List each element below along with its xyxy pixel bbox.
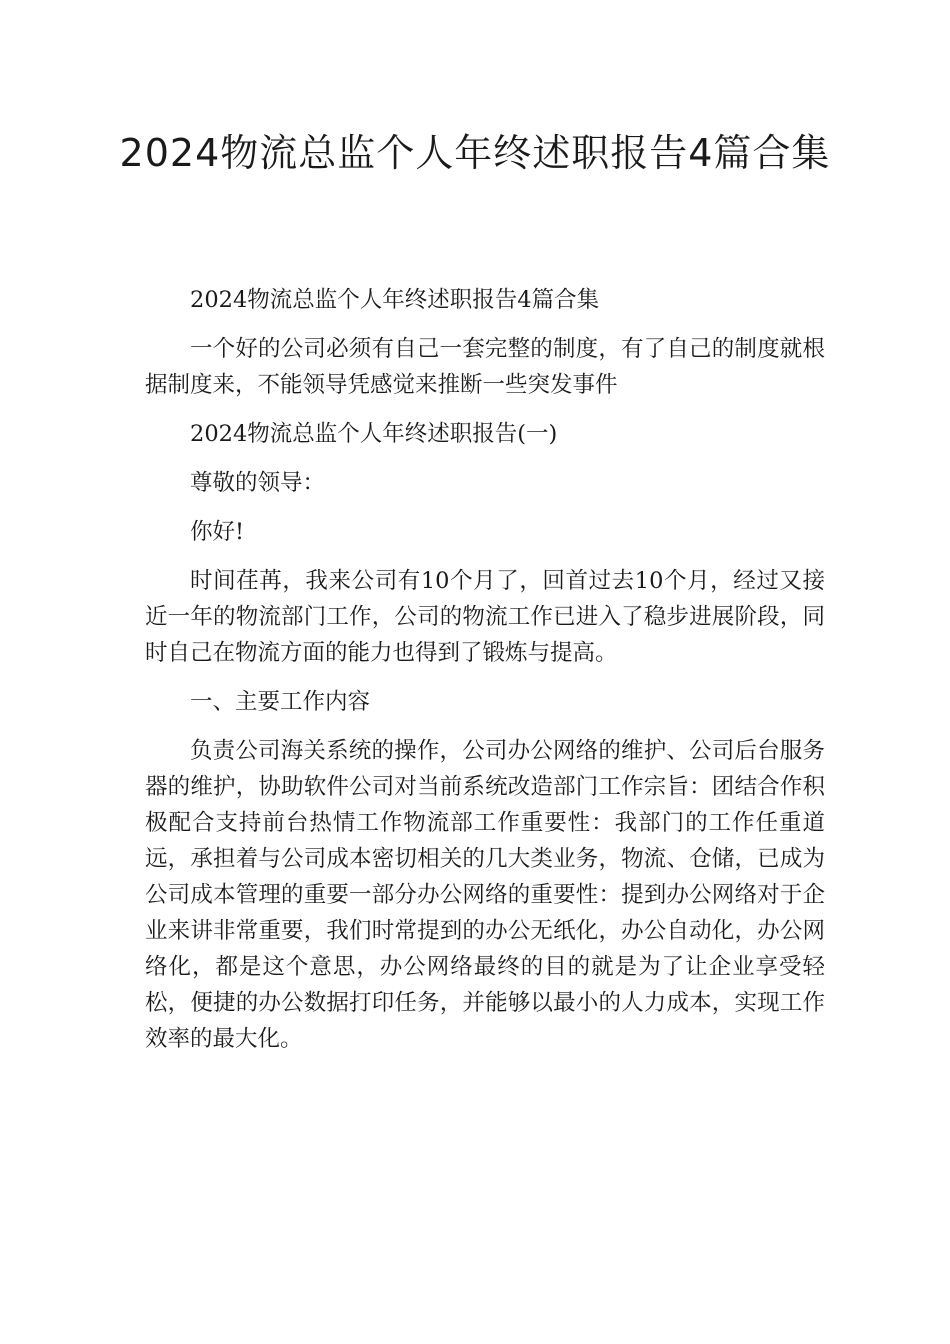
body-paragraph: 时间荏苒，我来公司有10个月了，回首过去10个月，经过又接近一年的物流部门工作，公司的物流工作已进入了稳步进展阶段，同时自己在物流方面的能力也得到了锻炼与提高。 (145, 568, 825, 666)
salutation: 尊敬的领导： (190, 470, 326, 496)
section-heading: 一、主要工作内容 (190, 689, 371, 715)
greeting: 你好! (190, 519, 245, 545)
document-body (145, 282, 825, 1070)
body-paragraph: 负责公司海关系统的操作，公司办公网络的维护、公司后台服务器的维护，协助软件公司对当前系统改造部门工作宗旨：团结合作积极配合支持前台热情工作物流部工作重要性：我部门的工作任重道远，承担着与公司成本密切相关的几大类业务，物流、仓储，已成为公司成本管理的重要一部分办公网络的重要性：提到办公网络对于企业来讲非常重要，我们时常提到的办公无纸化，办公自动化，办公网络化，都是这个意思，办公网络最终的目的就是为了让企业享受轻松，便捷的办公数据打印任务，并能够以最小的人力成本，实现工作效率的最大化。 (145, 738, 825, 1052)
body-paragraph: 一个好的公司必须有自己一套完整的制度，有了自己的制度就根据制度来，不能领导凭感觉来推断一些突发事件 (145, 336, 825, 398)
body-paragraph: 2024物流总监个人年终述职报告4篇合集 (190, 287, 600, 313)
body-paragraph: 2024物流总监个人年终述职报告(一) (190, 421, 558, 447)
document-title: 2024物流总监个人年终述职报告4篇合集 (119, 131, 831, 175)
